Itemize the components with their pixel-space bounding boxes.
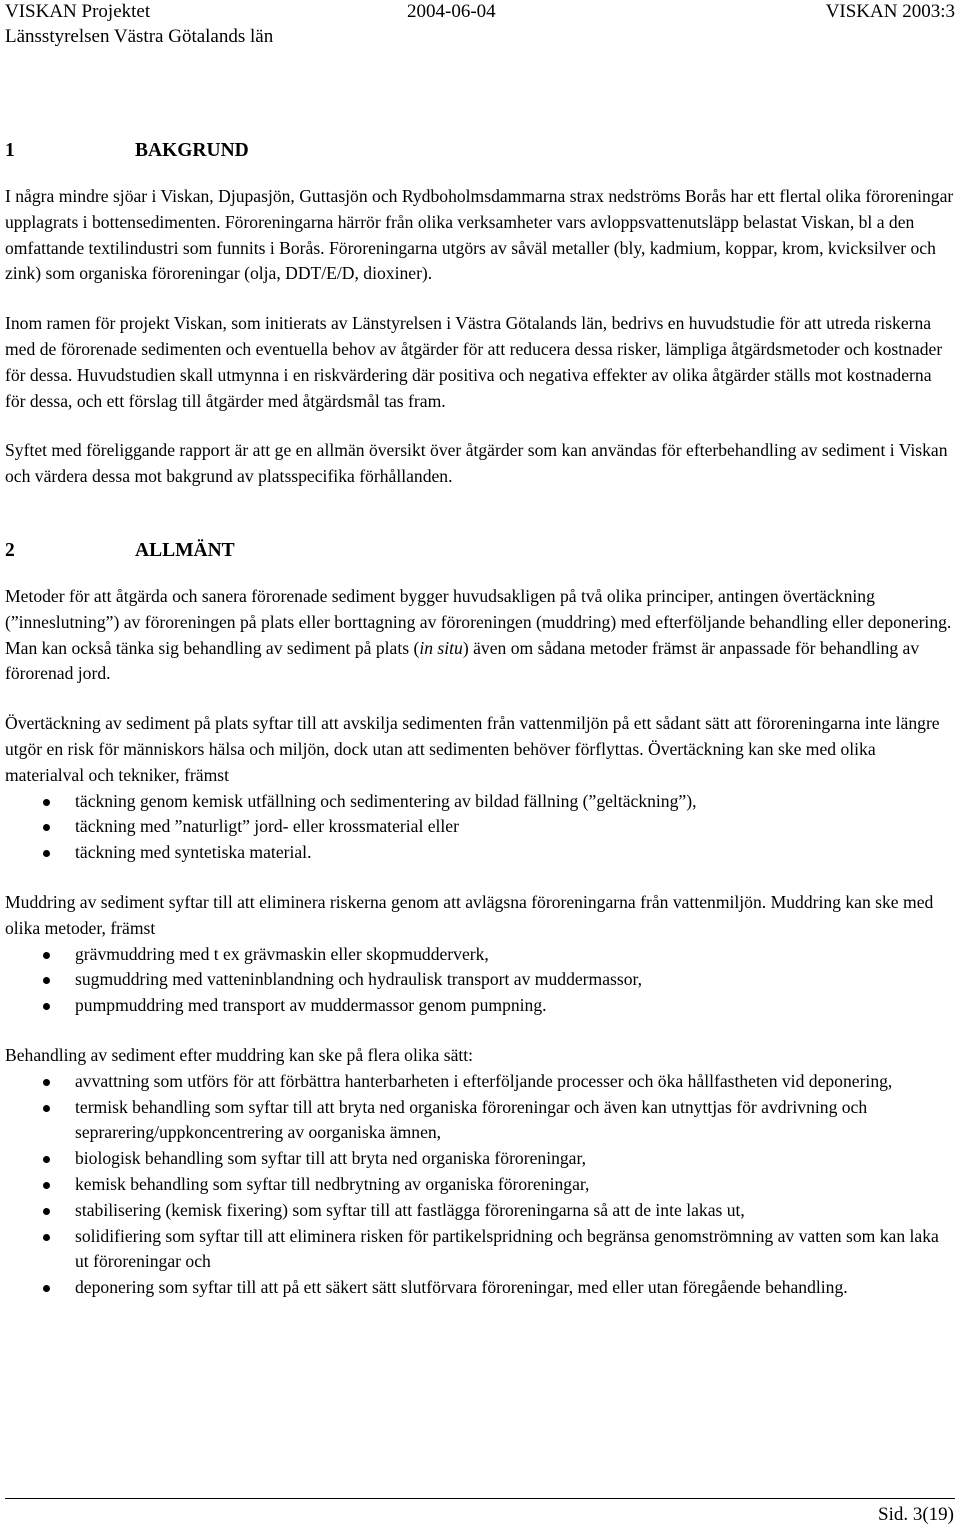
bullet-icon xyxy=(43,799,50,806)
bullet-list xyxy=(5,942,955,1019)
section-title: BAKGRUND xyxy=(135,140,249,161)
bullet-icon xyxy=(43,850,50,857)
bullet-icon xyxy=(43,824,50,831)
list-item: termisk behandling som syftar till att bryta ned organiska föroreningar och även kan utnyttjas för avdrivning och seprarering/uppkoncentrering av oorganiska ämnen, xyxy=(5,1095,955,1147)
paragraph: Syftet med föreliggande rapport är att ge en allmän översikt över åtgärder som kan användas för efterbehandling av sediment i Viskan och värdera dessa mot bakgrund av platsspecifika förhållanden. xyxy=(5,440,948,487)
list-item: avvattning som utförs för att förbättra hanterbarheten i efterföljande processer och öka hållfastheten vid deponering, xyxy=(5,1069,955,1095)
section-number: 2 xyxy=(5,539,15,561)
page-header xyxy=(5,0,955,48)
section-title: ALLMÄNT xyxy=(135,539,235,561)
section-heading-2 xyxy=(5,538,955,564)
bullet-icon xyxy=(43,1182,50,1189)
list-item: stabilisering (kemisk fixering) som syftar till att fastlägga föroreningarna så att de inte lakas ut, xyxy=(5,1198,955,1224)
list-item: kemisk behandling som syftar till nedbrytning av organiska föroreningar, xyxy=(5,1172,955,1198)
section-number: 1 xyxy=(5,140,15,161)
list-item: sugmuddring med vatteninblandning och hydraulisk transport av muddermassor, xyxy=(5,967,955,993)
bullet-list xyxy=(5,789,955,866)
list-item: pumpmuddring med transport av muddermassor genom pumpning. xyxy=(5,993,955,1019)
header-project: VISKAN Projektet xyxy=(5,1,151,22)
header-date: 2004-06-04 xyxy=(407,1,496,22)
bullet-icon xyxy=(43,1079,50,1086)
footer-divider xyxy=(5,1498,955,1499)
header-report-id: VISKAN 2003:3 xyxy=(825,1,955,22)
list-item: solidifiering som syftar till att eliminera risken för partikelspridning och begränsa genomströmning av vatten som kan laka ut föroreningar och xyxy=(5,1224,955,1276)
bullet-icon xyxy=(43,1285,50,1292)
bullet-icon xyxy=(43,977,50,984)
bullet-icon xyxy=(43,952,50,959)
paragraph: I några mindre sjöar i Viskan, Djupasjön, Guttasjön och Rydboholmsdammarna strax nedströms Borås har ett flertal olika föroreningar upplagrats i bottensedimenten. Föroreningarna härrör från olika verksamheter vars avloppsvattenutsläpp belastat Viskan, bl a den omfattande textilindustri som funnits i Borås. Föroreningarna utgörs av såväl metaller (bly, kadmium, koppar, krom, kvicksilver och zink) som organiska föroreningar (olja, DDT/E/D, dioxiner). xyxy=(5,186,954,284)
bullet-icon xyxy=(43,1156,50,1163)
italic-term: in situ xyxy=(419,637,463,658)
list-item: deponering som syftar till att på ett säkert sätt slutförvara föroreningar, med eller utan föregående behandling. xyxy=(5,1275,955,1301)
list-item: täckning genom kemisk utfällning och sedimentering av bildad fällning (”geltäckning”), xyxy=(5,789,955,815)
paragraph: Behandling av sediment efter muddring kan ske på flera olika sätt: xyxy=(5,1044,474,1065)
paragraph: Inom ramen för projekt Viskan, som initierats av Länstyrelsen i Västra Götalands län, bedrivs en huvudstudie för att utreda riskerna med de förorenade sedimenten och eventuella behov av åtgärder för att reducera dessa risker, lämpliga åtgärdsmetoder och kostnader för dessa. Huvudstudien skall utmynna i en riskvärdering där positiva och negativa effekter av olika åtgärder ställs mot kostnaderna för dessa, och ett förslag till åtgärder med åtgärdsmål tas fram. xyxy=(5,313,943,411)
bullet-icon xyxy=(43,1234,50,1241)
list-item: biologisk behandling som syftar till att bryta ned organiska föroreningar, xyxy=(5,1146,955,1172)
bullet-list xyxy=(5,1069,955,1301)
list-item: grävmuddring med t ex grävmaskin eller skopmudderverk, xyxy=(5,942,955,968)
list-item: täckning med ”naturligt” jord- eller krossmaterial eller xyxy=(5,814,955,840)
bullet-icon xyxy=(43,1105,50,1112)
header-organization: Länsstyrelsen Västra Götalands län xyxy=(5,26,274,47)
paragraph: Övertäckning av sediment på plats syftar till att avskilja sedimenten från vattenmiljön på ett sådant sätt att föroreningarna inte längre utgör en risk för människors hälsa och miljön, dock utan att sedimenten behöver förflyttas. Övertäckning kan ske med olika materialval och tekniker, främst xyxy=(5,713,940,785)
section-heading-1 xyxy=(5,138,955,164)
bullet-icon xyxy=(43,1003,50,1010)
bullet-icon xyxy=(43,1208,50,1215)
paragraph: Muddring av sediment syftar till att eliminera riskerna genom att avlägsna föroreningarna från vattenmiljön. Muddring kan ske med olika metoder, främst xyxy=(5,891,934,938)
paragraph: Metoder för att åtgärda och sanera förorenade sediment bygger huvudsakligen på två olika principer, antingen övertäckning (”inneslutning”) av föroreningen på plats eller borttagning av föroreningen (muddring) med efterföljande behandling eller deponering. Man kan också tänka sig behandling av sediment på plats (in situ) även om sådana metoder främst är anpassade för behandling av förorenad jord. xyxy=(5,585,952,684)
list-item: täckning med syntetiska material. xyxy=(5,840,955,866)
page-number: Sid. 3(19) xyxy=(878,1504,954,1525)
document-body xyxy=(5,138,955,1301)
